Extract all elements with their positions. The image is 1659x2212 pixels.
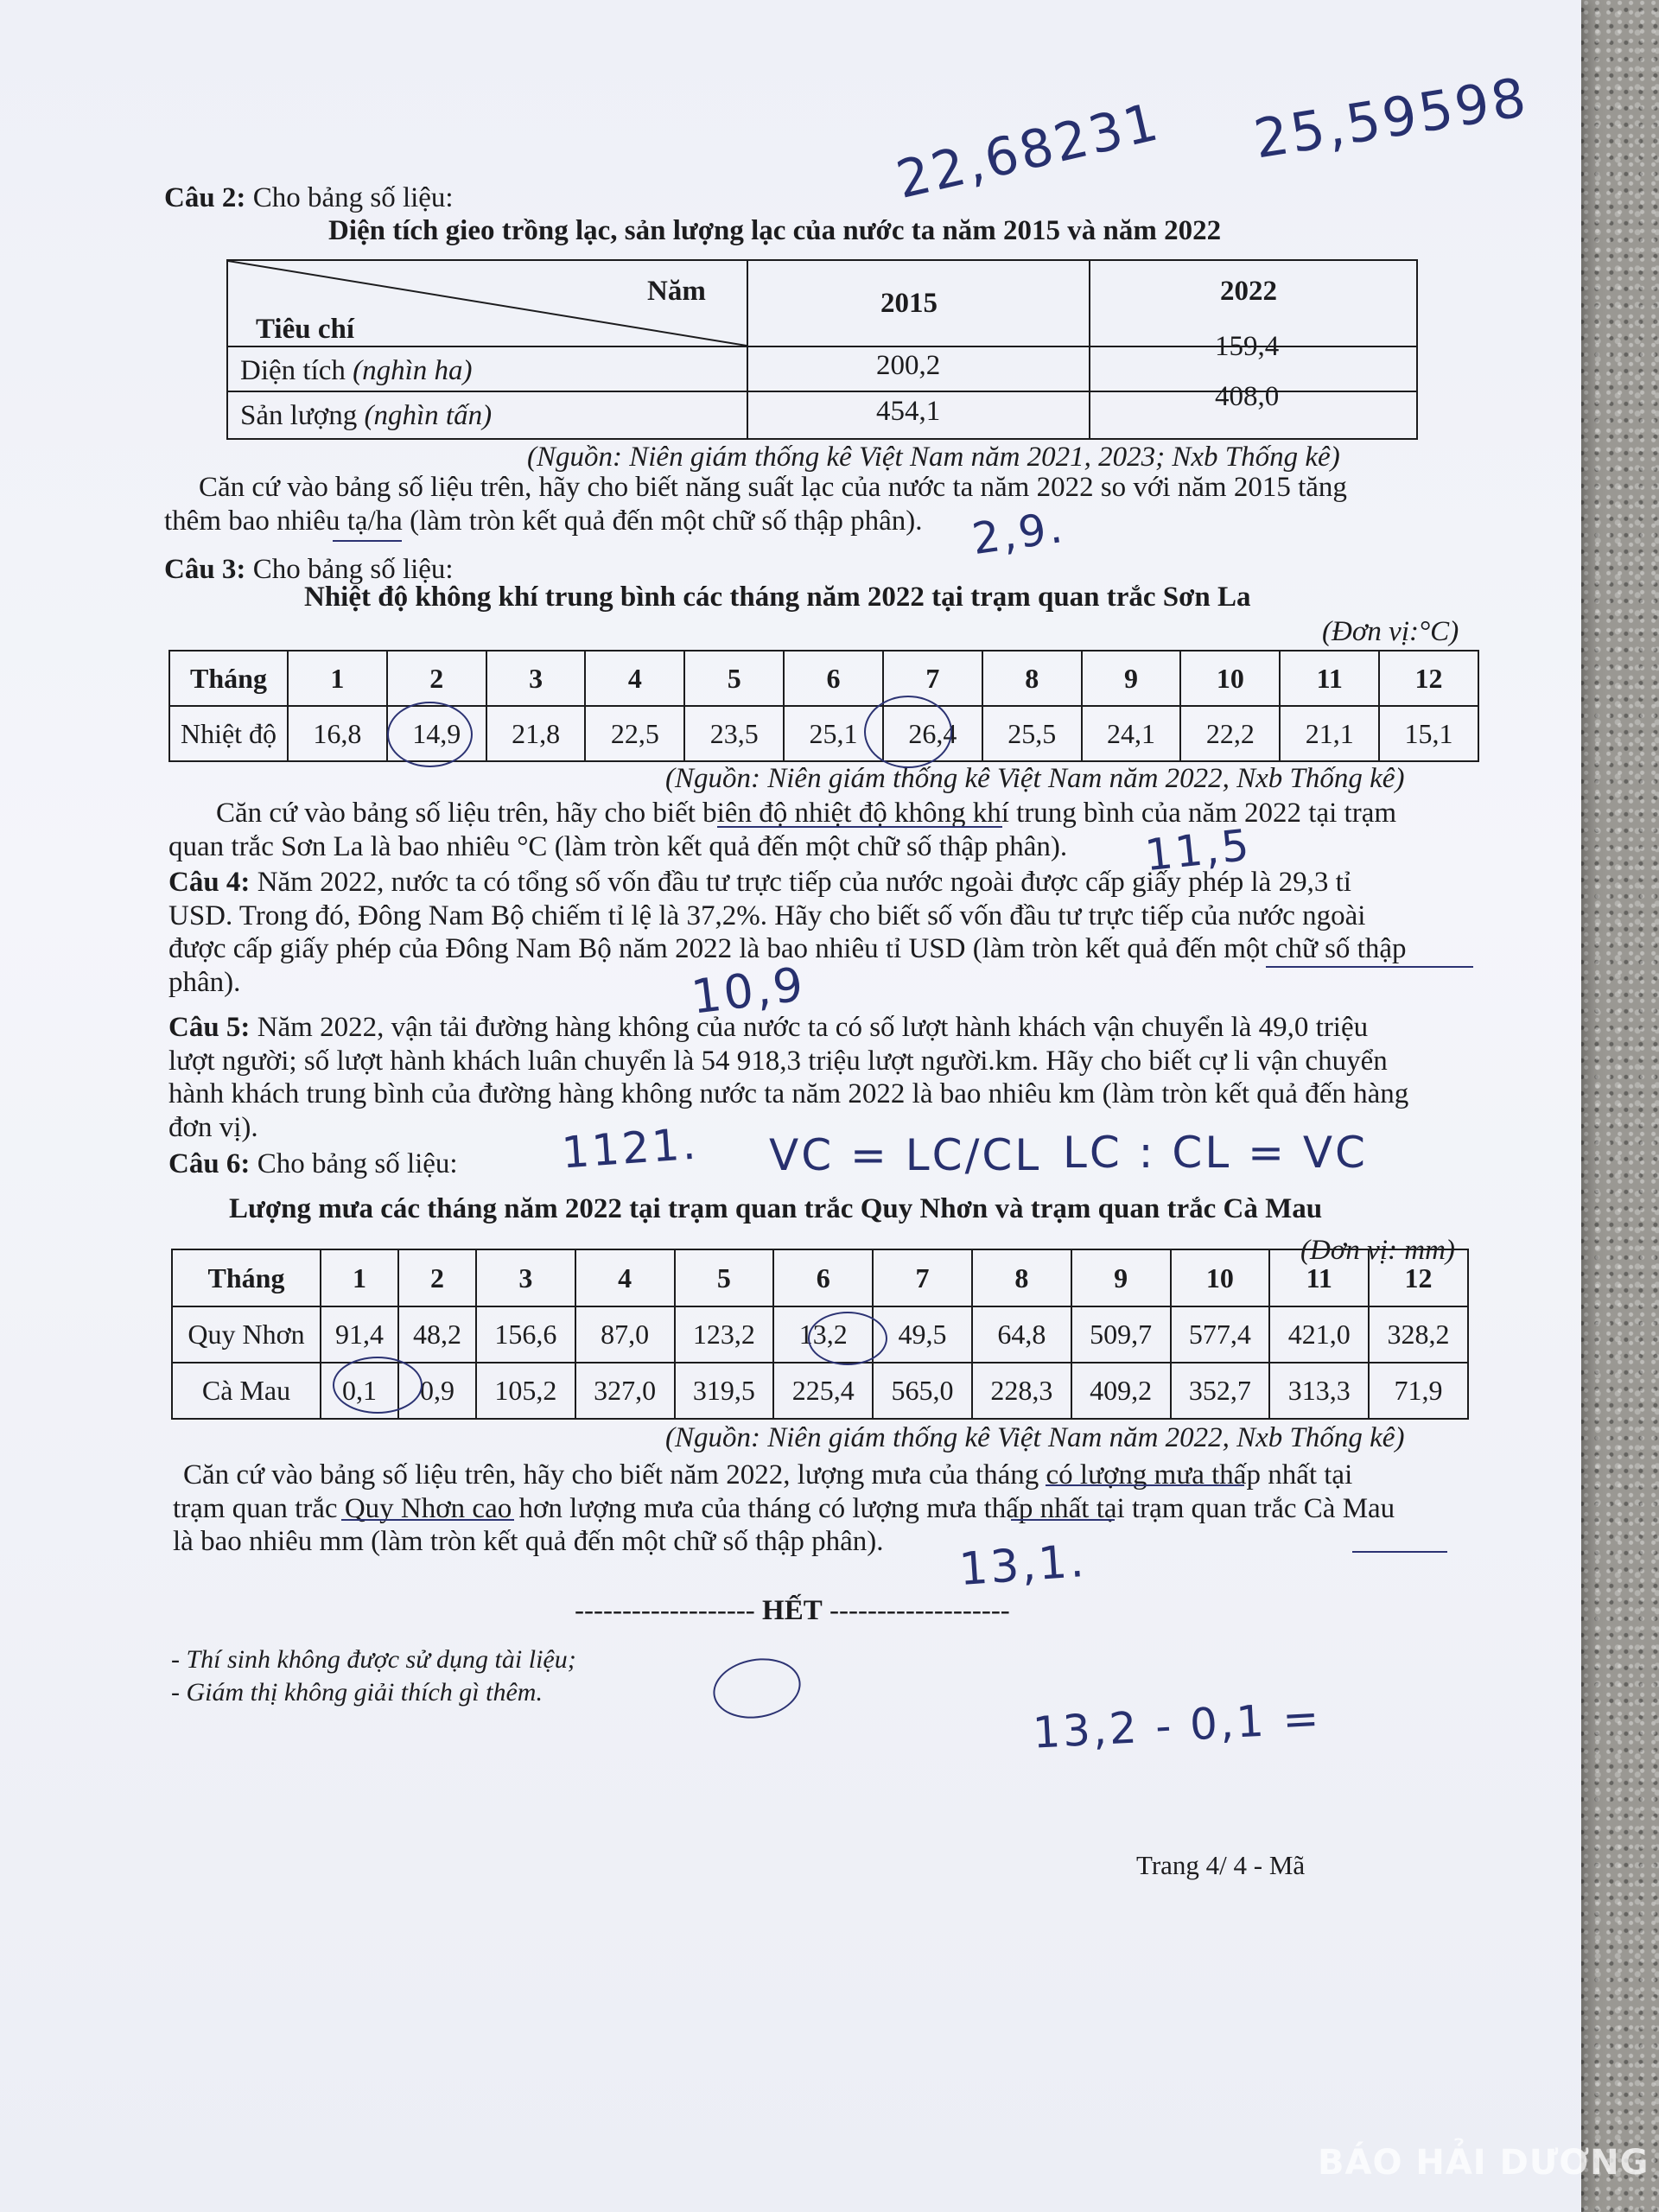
q3-month-cell: 1 (288, 651, 387, 706)
q6-month-cell: 8 (972, 1249, 1071, 1306)
q6-station2-label: Cà Mau (172, 1363, 321, 1419)
q6-quynhon-cell: 49,5 (873, 1306, 972, 1363)
q6-month-cell: 11 (1269, 1249, 1369, 1306)
q3-month-cell: 11 (1280, 651, 1379, 706)
q6-quynhon-cell: 328,2 (1369, 1306, 1468, 1363)
underline-bien-do (717, 826, 1002, 828)
q6-station1-label: Quy Nhơn (172, 1306, 321, 1363)
q3-question-line1: Căn cứ vào bảng số liệu trên, hãy cho biết biên độ nhiệt độ không khí trung bình của năm 2022 tại trạm (216, 798, 1397, 829)
q3-month-cell: 9 (1082, 651, 1181, 706)
q3-month-cell: 2 (387, 651, 486, 706)
q6-question-line3: là bao nhiêu mm (làm tròn kết quả đến một chữ số thập phân). (173, 1526, 884, 1557)
q2-label: Câu 2: (164, 182, 246, 213)
q5-line3: hành khách trung bình của đường hàng không nước ta năm 2022 là bao nhiêu km (làm tròn kết quả đến hàng (168, 1078, 1409, 1109)
q5-line2: lượt người; số lượt hành khách luân chuyển là 54 918,3 triệu lượt người.km. Hãy cho biết cự li vận chuyển (168, 1045, 1388, 1077)
q4-line2: USD. Trong đó, Đông Nam Bộ chiếm tỉ lệ là 37,2%. Hãy cho biết số vốn đầu tư trực tiếp của nước ngoài (168, 899, 1366, 931)
q5-text1: Năm 2022, vận tải đường hàng không của nước ta có số lượt hành khách vận chuyển là 49,0 triệu (257, 1012, 1369, 1043)
q4-line3: được cấp giấy phép của Đông Nam Bộ năm 2022 là bao nhiêu tỉ USD (làm tròn kết quả đến một chữ số thập (168, 933, 1407, 964)
q2-title: Diện tích gieo trồng lạc, sản lượng lạc của nước ta năm 2015 và năm 2022 (328, 215, 1222, 246)
q6-source: (Nguồn: Niên giám thống kê Việt Nam năm 2022, Nxb Thống kê) (665, 1422, 1405, 1453)
q6-camau-cell: 313,3 (1269, 1363, 1369, 1419)
circle-mark-feb (387, 702, 473, 767)
underline-ta-ha (333, 540, 402, 542)
q4-block (168, 866, 1482, 999)
q6-month-header: Tháng (172, 1249, 321, 1306)
q3-question (168, 797, 1482, 863)
q2-heading (164, 181, 454, 214)
q6-quynhon-cell: 87,0 (575, 1306, 675, 1363)
q6-quynhon-cell: 123,2 (675, 1306, 774, 1363)
q3-month-header: Tháng (169, 651, 288, 706)
q6-month-cell: 12 (1369, 1249, 1468, 1306)
end-dashes-right: ------------------- (830, 1595, 1010, 1626)
q6-month-cell: 3 (476, 1249, 575, 1306)
end-word: HẾT (762, 1595, 823, 1626)
q6-camau-cell: 71,9 (1369, 1363, 1468, 1419)
q6-question (173, 1459, 1469, 1559)
handwritten-answer3: 11,5 (1142, 819, 1255, 881)
q2-row2-2022: 408,0 (1215, 381, 1280, 412)
q2-question (164, 471, 1482, 537)
q5-block (168, 1011, 1482, 1144)
q6-quynhon-cell: 64,8 (972, 1306, 1071, 1363)
q2-source: (Nguồn: Niên giám thống kê Việt Nam năm 2021, 2023; Nxb Thống kê) (527, 442, 1340, 473)
underline-ca-mau (1352, 1551, 1447, 1553)
q3-temp-header: Nhiệt độ (169, 706, 288, 761)
q2-row1-label (240, 354, 473, 387)
q3-temp-cell: 14,9 (387, 706, 486, 761)
q2-table (226, 259, 1418, 440)
q2-header-criteria: Tiêu chí (256, 314, 355, 345)
q3-month-cell: 5 (684, 651, 784, 706)
q2-row1-2015: 200,2 (876, 350, 941, 381)
q5-label: Câu 5: (168, 1012, 251, 1043)
q2-row2-label (240, 399, 492, 432)
q6-month-cell: 4 (575, 1249, 675, 1306)
q6-quynhon-cell: 577,4 (1171, 1306, 1270, 1363)
q3-temp-cell: 23,5 (684, 706, 784, 761)
q6-month-cell: 7 (873, 1249, 972, 1306)
underline-quy-nhon (341, 1519, 514, 1521)
q6-camau-cell: 105,2 (476, 1363, 575, 1419)
q2-header-year: Năm (647, 276, 706, 307)
q3-unit: (Đơn vị:°C) (1322, 616, 1459, 647)
q6-quynhon-cell: 509,7 (1071, 1306, 1171, 1363)
handwritten-answer4: 10,9 (688, 957, 809, 1025)
q2-row1-unit: (nghìn ha) (353, 355, 473, 386)
q2-question-line1: Căn cứ vào bảng số liệu trên, hãy cho biết năng suất lạc của nước ta năm 2022 so với năm 2015 tăng (199, 472, 1347, 503)
q3-temp-cell: 15,1 (1379, 706, 1478, 761)
end-note2: - Giám thị không giải thích gì thêm. (171, 1678, 543, 1707)
q3-question-line2: quan trắc Sơn La là bao nhiêu °C (làm tròn kết quả đến một chữ số thập phân). (168, 830, 1068, 862)
handwritten-answer6: 13,1. (957, 1535, 1089, 1597)
q3-table (168, 650, 1479, 762)
q6-camau-cell: 225,4 (773, 1363, 873, 1419)
q6-camau-cell: 409,2 (1071, 1363, 1171, 1419)
q3-month-cell: 4 (585, 651, 684, 706)
circle-mark-signature (709, 1652, 805, 1726)
q6-label: Câu 6: (168, 1148, 251, 1179)
q3-month-cell: 12 (1379, 651, 1478, 706)
q3-temp-row (169, 706, 1478, 761)
end-note1: - Thí sinh không được sử dụng tài liệu; (171, 1645, 576, 1674)
q3-temp-cell: 21,8 (486, 706, 586, 761)
q3-temp-cell: 26,4 (883, 706, 982, 761)
q4-label: Câu 4: (168, 867, 251, 898)
q5-line4: đơn vị). (168, 1111, 258, 1143)
q6-month-cell: 5 (675, 1249, 774, 1306)
q6-month-cell: 1 (321, 1249, 398, 1306)
q2-col-2015: 2015 (880, 288, 938, 319)
q2-row1-2022: 159,4 (1215, 331, 1280, 362)
q3-label: Câu 3: (164, 554, 246, 585)
handwritten-top2: 25,59598 (1249, 65, 1533, 171)
underline-thap-nhat-2 (1011, 1519, 1115, 1521)
q6-month-cell: 10 (1171, 1249, 1270, 1306)
q4-line1 (168, 866, 1482, 899)
q6-month-row (172, 1249, 1468, 1306)
circle-mark-jun-quynhon (808, 1312, 887, 1365)
handwritten-formula1: VC = LC/CL (769, 1130, 1042, 1180)
q6-unit: (Đơn vị: mm) (1300, 1235, 1455, 1266)
q3-temp-cell: 24,1 (1082, 706, 1181, 761)
q6-camau-cell: 319,5 (675, 1363, 774, 1419)
q6-camau-cell: 0,9 (398, 1363, 476, 1419)
q6-month-cell: 2 (398, 1249, 476, 1306)
q2-col-2022: 2022 (1220, 276, 1277, 307)
handwritten-calc: 13,2 - 0,1 = (1031, 1693, 1323, 1758)
circle-mark-jul (864, 696, 952, 768)
q3-month-cell: 6 (784, 651, 883, 706)
q6-camau-cell: 228,3 (972, 1363, 1071, 1419)
q3-intro: Cho bảng số liệu: (252, 554, 454, 585)
q3-title: Nhiệt độ không khí trung bình các tháng năm 2022 tại trạm quan trắc Sơn La (304, 582, 1251, 613)
brand-watermark: BÁO HẢI DƯƠNG (1318, 2143, 1649, 2183)
q2-row2-unit: (nghìn tấn) (364, 400, 493, 431)
underline-thap-nhat-1 (1046, 1484, 1244, 1486)
q6-title: Lượng mưa các tháng năm 2022 tại trạm quan trắc Quy Nhơn và trạm quan trắc Cà Mau (229, 1193, 1323, 1224)
handwritten-formula2: LC : CL = VC (1063, 1128, 1368, 1178)
end-marker (575, 1594, 1010, 1627)
q4-text1: Năm 2022, nước ta có tổng số vốn đầu tư trực tiếp của nước ngoài được cấp giấy phép là 29,3 tỉ (257, 867, 1351, 898)
q6-question-line2: trạm quan trắc Quy Nhơn cao hơn lượng mưa của tháng có lượng mưa thấp nhất tại trạm quan trắc Cà Mau (173, 1492, 1395, 1524)
q3-temp-cell: 22,5 (585, 706, 684, 761)
q6-quynhon-cell: 156,6 (476, 1306, 575, 1363)
page-footer: Trang 4/ 4 - Mã (1136, 1850, 1306, 1880)
q3-month-cell: 10 (1180, 651, 1280, 706)
q5-line1 (168, 1011, 1482, 1045)
q6-quynhon-cell: 48,2 (398, 1306, 476, 1363)
q6-camau-cell: 327,0 (575, 1363, 675, 1419)
q3-month-row (169, 651, 1478, 706)
q6-quynhon-cell: 91,4 (321, 1306, 398, 1363)
q2-row1-name: Diện tích (240, 355, 346, 386)
q2-row2-2015: 454,1 (876, 396, 941, 427)
q6-camau-cell: 0,1 (321, 1363, 398, 1419)
handwritten-top1: 22,68231 (891, 91, 1166, 212)
q3-temp-cell: 21,1 (1280, 706, 1379, 761)
circle-mark-jan-camau (333, 1357, 423, 1414)
q6-month-cell: 6 (773, 1249, 873, 1306)
q3-temp-cell: 25,1 (784, 706, 883, 761)
q6-camau-cell: 565,0 (873, 1363, 972, 1419)
handwritten-answer2: 2,9. (969, 501, 1068, 565)
q4-line4: phân). (168, 966, 241, 998)
q3-temp-cell: 16,8 (288, 706, 387, 761)
q6-heading (168, 1147, 458, 1180)
q6-question-line1: Căn cứ vào bảng số liệu trên, hãy cho biết năm 2022, lượng mưa của tháng có lượng mưa thấp nhất tại (183, 1459, 1353, 1491)
q2-intro: Cho bảng số liệu: (252, 182, 454, 213)
q2-question-line2: thêm bao nhiêu tạ/ha (làm tròn kết quả đến một chữ số thập phân). (164, 505, 923, 537)
end-dashes-left: ------------------- (575, 1595, 755, 1626)
q3-temp-cell: 25,5 (982, 706, 1082, 761)
q6-camau-cell: 352,7 (1171, 1363, 1270, 1419)
q6-month-cell: 9 (1071, 1249, 1171, 1306)
handwritten-answer5: 1121. (560, 1118, 700, 1179)
q3-temp-cell: 22,2 (1180, 706, 1280, 761)
q3-month-cell: 3 (486, 651, 586, 706)
q6-quynhon-cell: 13,2 (773, 1306, 873, 1363)
underline-mot-chu-so (1266, 966, 1473, 968)
q2-row2-name: Sản lượng (240, 400, 358, 431)
q6-quynhon-cell: 421,0 (1269, 1306, 1369, 1363)
q6-intro: Cho bảng số liệu: (257, 1148, 458, 1179)
q3-source: (Nguồn: Niên giám thống kê Việt Nam năm 2022, Nxb Thống kê) (665, 763, 1405, 794)
q3-month-cell: 7 (883, 651, 982, 706)
q3-month-cell: 8 (982, 651, 1082, 706)
